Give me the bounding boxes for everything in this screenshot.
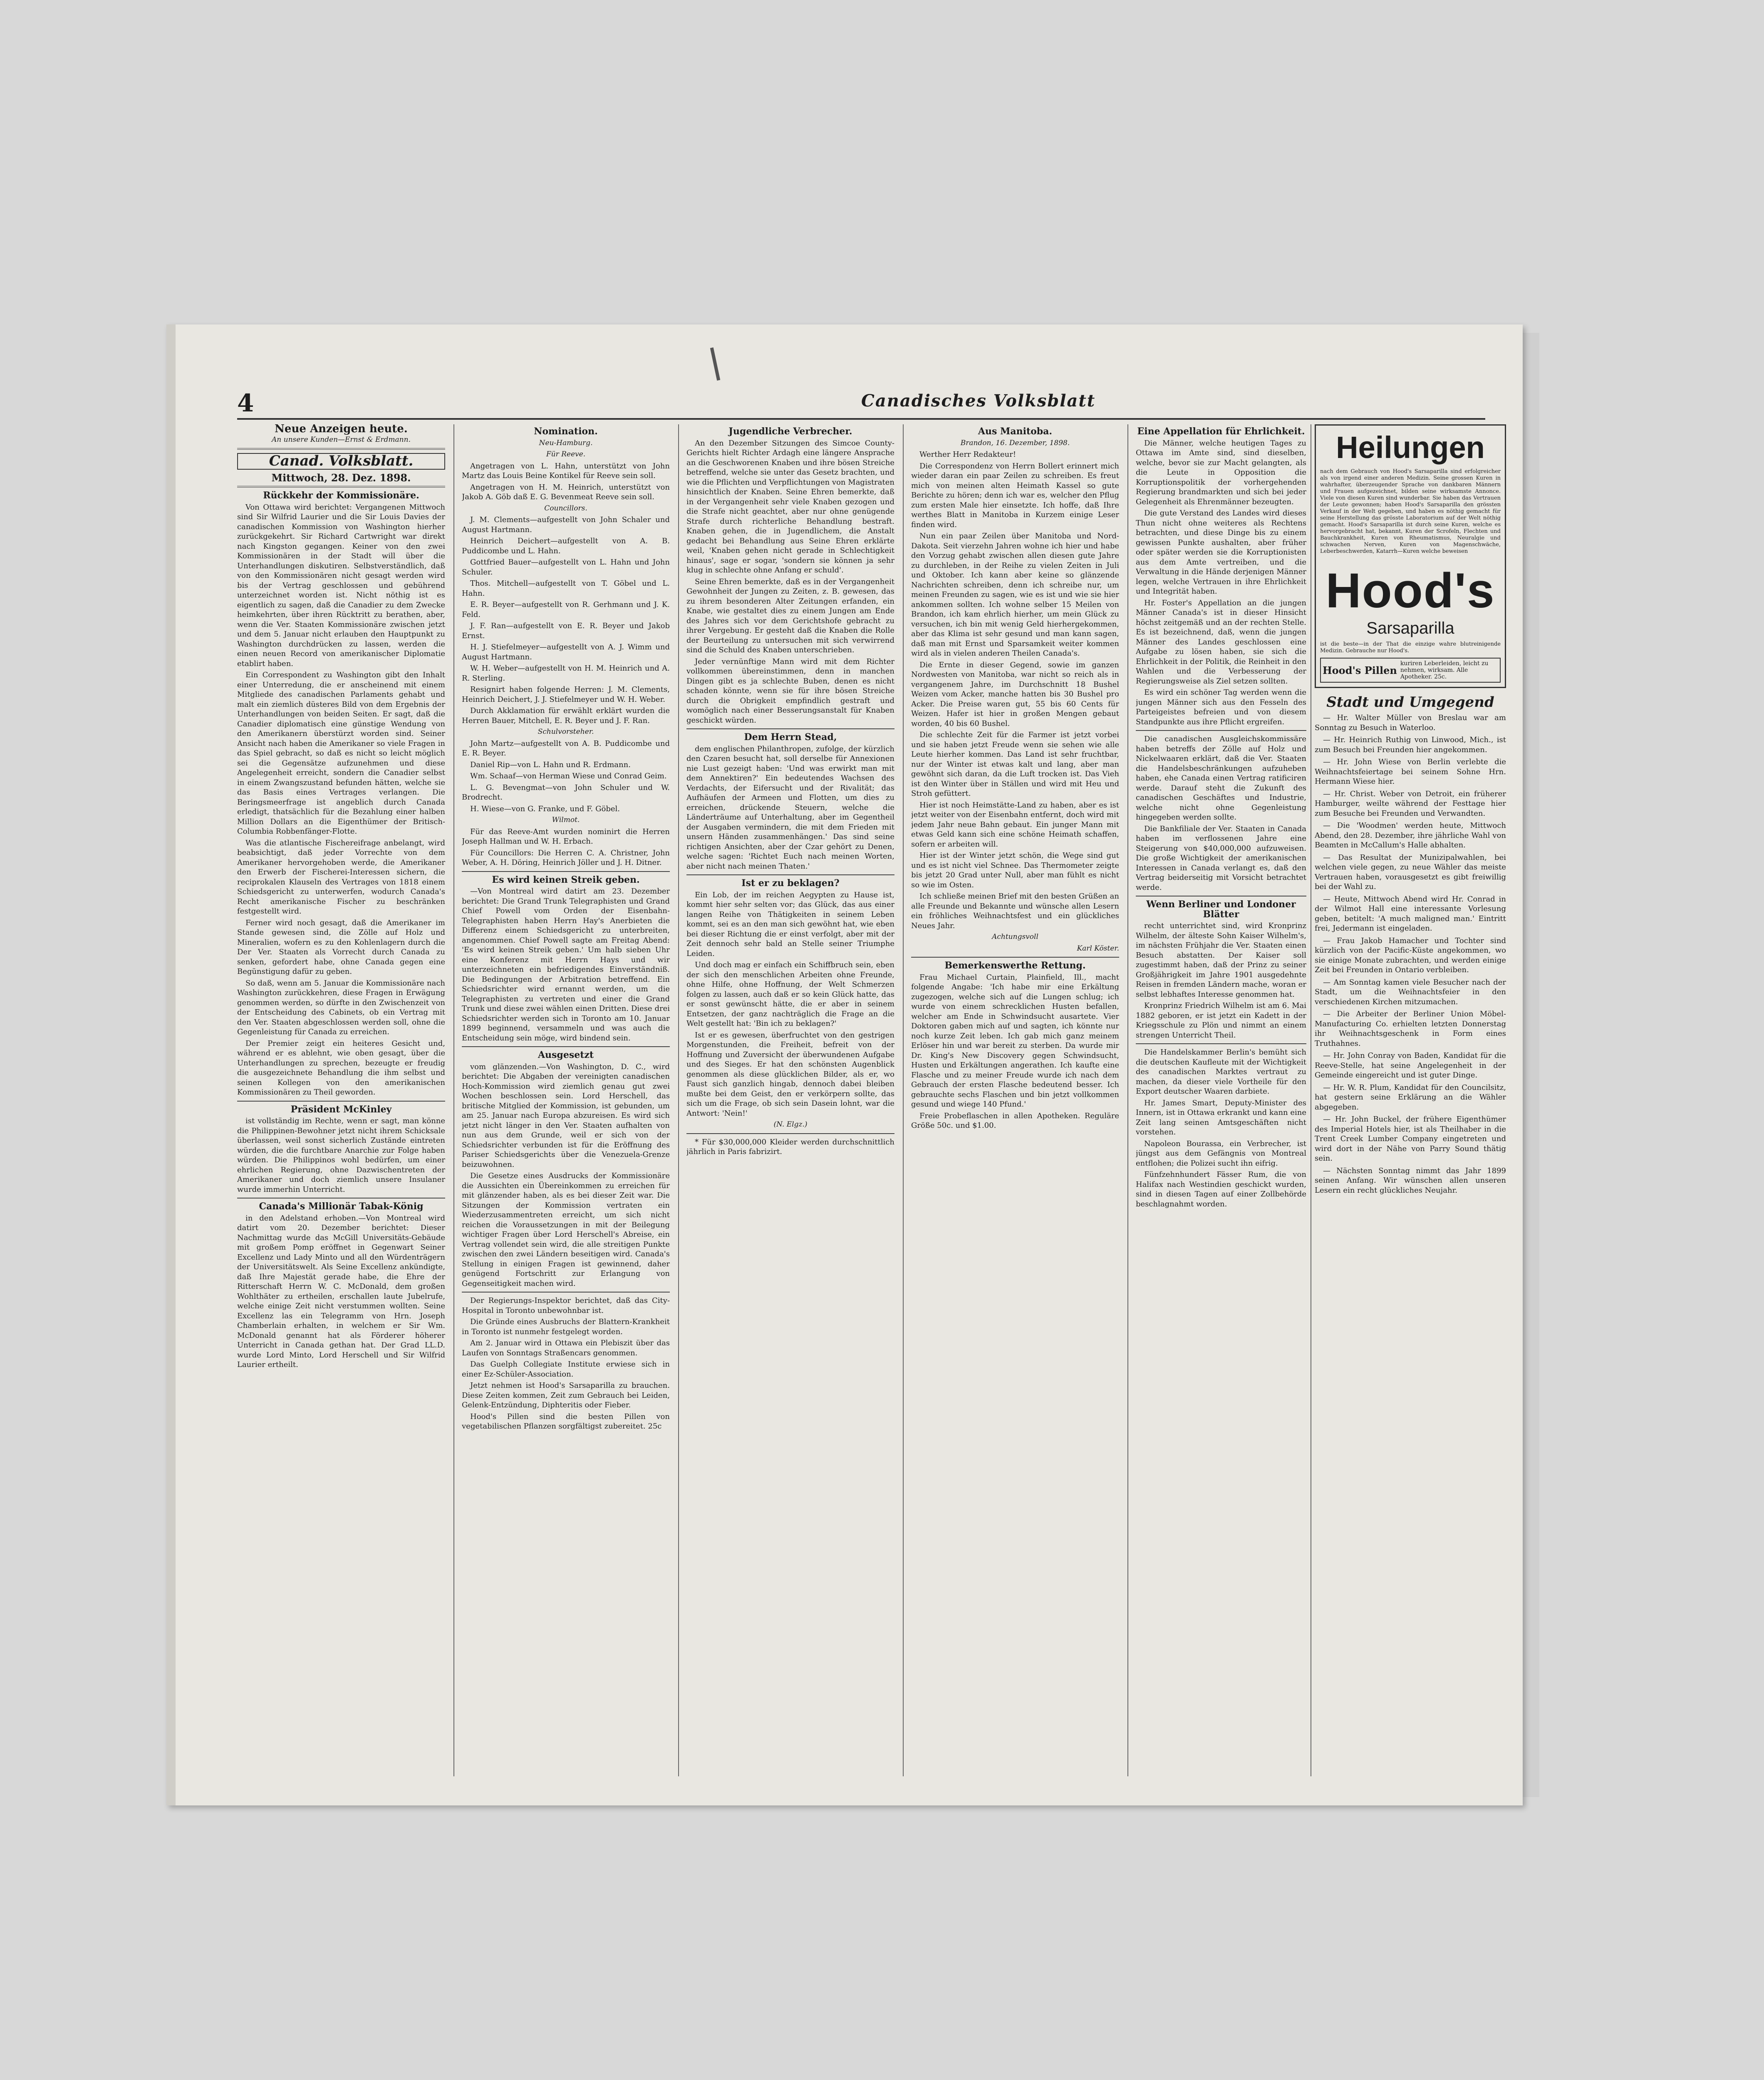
local-news-item: — Hr. Walter Müller von Breslau war am Sonntag zu Besuch in Waterloo. — [1315, 713, 1506, 732]
pencil-mark — [710, 347, 720, 381]
article-paragraph: Ein Correspondent zu Washington gibt den Inhalt einer Unterredung, die er anscheinend mit einem Mitgliede des canadischen Parlaments gehabt und malt ein ziemlich düsteres Bild von dem Ergebnis der Unterhandlungen von beiden Seiten. Er sagt, daß die Canadier diplomatisch eine günstige Wendung von den Amerikanern überstürzt worden sind. Seiner Ansicht nach haben die Amerikaner so viele Fragen in das Spiel gebracht, so daß es nicht so leicht möglich sei die Gegensätze aufzunehmen und diese Angelegenheit erreicht, sondern die Canadier selbst in einem Zwangszustand befunden hätten, welche sie das Basis eines Vertrages verlangen. Die Beringsmeerfrage ist angeblich durch Canada erledigt, thatsächlich für die Bezahlung einer halben Million Dollars an die Eigenthümer der Britisch-Columbia Robbenfänger-Flotte. — [237, 671, 445, 836]
ad-heading: Heilungen — [1336, 430, 1485, 465]
local-news-item: — Hr. John Wiese von Berlin verlebte die Weihnachtsfeiertage bei seinem Sohne Hrn. Hermann Wiese hier. — [1315, 758, 1506, 786]
article-paragraph: Das Guelph Collegiate Institute erwiese sich in einer Ez-Schüler-Association. — [462, 1360, 670, 1379]
article-paragraph: Für das Reeve-Amt wurden nominirt die Herren Joseph Hallman und W. H. Erbach. — [462, 827, 670, 846]
article-heading: Canada's Millionär Tabak-König — [259, 1201, 424, 1212]
local-news-item: — Das Resultat der Munizipalwahlen, bei welchen viele gegen, zu neue Wähler das meiste Vertrauen haben, vorausgesetzt es gibt freiwillig bei der Wahl zu. — [1315, 853, 1506, 891]
article-paragraph: Die schlechte Zeit für die Farmer ist jetzt vorbei und sie haben jetzt Freude wenn sie sehen wie alle Leute hierher kommen. Das Land ist sehr fruchtbar, nur der Winter ist etwas kalt und lang, aber man gewöhnt sich daran, da die Luft trocken ist. Das Vieh ist den Winter über in Ställen und wird mit Heu und Stroh gefüttert. — [911, 730, 1119, 798]
article-paragraph: Resignirt haben folgende Herren: J. M. Clements, Heinrich Deichert, J. J. Stiefelmeyer und W. H. Weber. — [462, 685, 670, 704]
article-paragraph: Jeder vernünftige Mann wird mit dem Richter vollkommen übereinstimmen, denn in manchen Dingen gibt es ja schlechte Buben, denen es nicht schaden könnte, wenn sie für ihre bösen Streiche durch die Obrigkeit empfindlich gestraft und womöglich nach einer Besserungsanstalt für Knaben geschickt würden. — [686, 657, 894, 725]
article-paragraph: Kronprinz Friedrich Wilhelm ist am 6. Mai 1882 geboren, er ist jetzt ein Kadett in der Kriegsschule zu Plön und nimmt an einem strengen Unterricht Theil. — [1136, 1001, 1306, 1040]
section-heading: Schulvorsteher. — [538, 728, 594, 736]
column-3 — [686, 424, 894, 1776]
local-news-item: — Am Sonntag kamen viele Besucher nach der Stadt, um die Weihnachtsfeier in den verschiedenen Kirchen mitzumachen. — [1315, 978, 1506, 1006]
article-paragraph: Am 2. Januar wird in Ottawa ein Plebiszit über das Laufen von Sonntags Straßencars genommen. — [462, 1339, 670, 1357]
article-paragraph: Die canadischen Ausgleichskommissäre haben betreffs der Zölle auf Holz und Nickelwaaren erklärt, daß die Ver. Staaten die Handelsbeschränkungen aufzuheben haben, ehe Canada einen Vertrag ratificiren werde. Darauf steht die Zukunft des canadischen Geschäftes und Industrie, welche nicht ohne Gegenleistung hingegeben werden sollte. — [1136, 735, 1306, 822]
paper-title: Canad. Volksblatt. — [237, 453, 445, 470]
article-paragraph: Napoleon Bourassa, ein Verbrecher, ist jüngst aus dem Gefängnis von Montreal entflohen; die Polizei sucht ihn eifrig. — [1136, 1139, 1306, 1168]
article-paragraph: dem englischen Philanthropen, zufolge, der kürzlich den Czaren besucht hat, soll derselbe für Annexionen nie Lust gezeigt haben: 'Und was erwirkt man mit dem Annektiren?' Ein bedeutendes Wachsen des Verdachts, der Eifersucht und der Rivalität; das Aufhäufen der Armeen und Flotten, um dies zu erreichen, drückende Steuern, welche die Länderträume auf Unterhaltung, aber im Gegentheil der Ausgaben vermindern, die mit dem Frieden mit unsern Händen zusammenhängen.' Das sind seine richtigen Ansichten, aber der Czar gehört zu Denen, welche sagen: 'Richtet Euch nach meinen Worten, aber nicht nach meinen Thaten.' — [686, 744, 894, 871]
local-news-item: — Die Arbeiter der Berliner Union Möbel-Manufacturing Co. erhielten letzten Donnerstag ihr Weihnachtsgeschenk in Form eines Truthahnes. — [1315, 1010, 1506, 1048]
local-news-heading: Stadt und Umgegend — [1326, 694, 1494, 711]
article-signature: (N. Elgz.) — [773, 1120, 808, 1129]
article-paragraph: Gottfried Bauer—aufgestellt von L. Hahn und John Schuler. — [462, 558, 670, 577]
article-paragraph: Hier ist der Winter jetzt schön, die Wege sind gut und es ist nicht viel Schnee. Das Thermometer zeigte bis jetzt 20 Grad unter Null, aber man fühlt es nicht so wie im Osten. — [911, 851, 1119, 889]
article-paragraph: J. F. Ran—aufgestellt von E. R. Beyer und Jakob Ernst. — [462, 622, 670, 640]
column-rule — [678, 424, 679, 1776]
article-heading: Eine Appellation für Ehrlichkeit. — [1137, 426, 1305, 437]
notice-sub: An unsere Kunden—Ernst & Erdmann. — [272, 435, 411, 444]
page-binding-edge — [166, 324, 176, 1805]
section-heading: Councillors. — [544, 504, 587, 513]
column-6 — [1315, 424, 1506, 1776]
article-paragraph: Ferner wird noch gesagt, daß die Amerikaner im Stande gewesen sind, die Zölle auf Holz und Mineralien, wofern es zu den Kohlenlagern durch die Der Ver. Staaten als Vorrecht durch Canada zu senken, gefordert habe, ohne Canada gegen eine Begünstigung dafür zu geben. — [237, 918, 445, 976]
column-rule — [1127, 424, 1128, 1776]
article-paragraph: Seine Ehren bemerkte, daß es in der Vergangenheit Gewohnheit der Jungen zu Zeiten, z. B. gewesen, das zu ihrem besonderen Alter Zeitungen erfanden, ein Knabe, wie gestaltet dies zu einem Jungen am Ende des Jahres sich vor dem Gerichtshofe gebracht zu ihrer Vergebung. Er gesteht daß die Knaben die Rolle der Beurteilung zu untersuchen mit sich verwirrend sind die Schuld des Knaben unterschrieben. — [686, 577, 894, 654]
column-rule — [453, 424, 454, 1776]
local-news-item: — Hr. Christ. Weber von Detroit, ein früherer Hamburger, weilte während der Festtage hier zum Besuche bei Freunden und Verwandten. — [1315, 789, 1506, 818]
article-heading: Ist er zu beklagen? — [741, 878, 840, 889]
article-paragraph: recht unterrichtet sind, wird Kronprinz Wilhelm, der älteste Sohn Kaiser Wilhelm's, im nächsten Frühjahr die Ver. Staaten einen Besuch abstatten. Der Kaiser soll zugestimmt haben, daß der Prinz zu seiner Großjährigkeit im Jahre 1901 ausgedehnte Reisen in fremden Ländern mache, woran er selbst lebhaftes Interesse genommen hat. — [1136, 921, 1306, 999]
ad-pillen-text: kuriren Leberleiden, leicht zu nehmen, wirksam. Alle Apotheker. 25c. — [1400, 660, 1489, 680]
article-paragraph: H. J. Stiefelmeyer—aufgestellt von A. J. Wimm und August Hartmann. — [462, 643, 670, 661]
article-paragraph: Angetragen von L. Hahn, unterstützt von John Martz das Louis Beine Kontikel für Reeve sein soll. — [462, 461, 670, 480]
local-news-item: — Die 'Woodmen' werden heute, Mittwoch Abend, den 28. Dezember, ihre jährliche Wahl von Beamten in McCallum's Halle abhalten. — [1315, 821, 1506, 849]
article-paragraph: —Von Montreal wird datirt am 23. Dezember berichtet: Die Grand Trunk Telegraphisten und Grand Chief Powell vom Orden der Eisenbahn-Telegraphisten haben Herrn Hay's Anerbieten die Differenz einem Schiedsgericht zu unterbreiten, angenommen. Chief Powell sagte am Freitag Abend: 'Es wird keinen Streik geben.' Um halb sieben Uhr eine Konferenz mit Herrn Hays und wir unterzeichneten ein befriedigendes Einverständniß. Die Bedingungen der Arbitration betreffend. Ein Schiedsrichter wird ernannt werden, um die Telegraphisten zu vertreten und einer die Grand Trunk und diese zwei wählen einen Dritten. Diese drei Schiedsrichter werden sich in Toronto am 10. Januar 1899 beginnend, versammeln und was auch die Entscheidung sein möge, wird bindend sein. — [462, 887, 670, 1042]
hoods-advertisement — [1315, 424, 1506, 688]
article-paragraph: Thos. Mitchell—aufgestellt von T. Göbel und L. Hahn. — [462, 579, 670, 598]
article-heading: Jugendliche Verbrecher. — [728, 426, 852, 437]
article-paragraph: vom glänzenden.—Von Washington, D. C., wird berichtet: Die Abgaben der vereinigten canadischen Hoch-Kommission wird ziemlich genau gut zwei Wochen beschlossen sein. Lord Herschell, das britische Mitglied der Kommission, ist gebunden, um am 25. Januar nach Europa abzureisen. Es wird sich jetzt nicht länger in den Ver. Staaten aufhalten von nun aus dem Grunde, weil er sich von der Schiedsrichter verbunden ist für die Eröffnung des Pariser Schiedsgerichts über die Venezuela-Grenze beizuwohnen. — [462, 1062, 670, 1169]
article-paragraph: Der Premier zeigt ein heiteres Gesicht und, während er es ablehnt, wie oben gesagt, über die Unterhandlungen zu sprechen, bezeugte er freudig die ausgezeichnete Behandlung die ihm selbst und seinen Kollegen von den amerikanischen Kommissionären zu Theil geworden. — [237, 1039, 445, 1097]
article-paragraph: Hier ist noch Heimstätte-Land zu haben, aber es ist jetzt weiter von der Eisenbahn entfernt, doch wird mit jedem Jahr neue Bahn gebaut. Ein junger Mann mit etwas Geld kann sich eine schöne Heimath schaffen, sofern er arbeiten will. — [911, 800, 1119, 849]
local-news-item: — Hr. W. R. Plum, Kandidat für den Councilsitz, hat gestern seine Erklärung an die Wähler abgegeben. — [1315, 1083, 1506, 1112]
article-paragraph: W. H. Weber—aufgestellt von H. M. Heinrich und A. R. Sterling. — [462, 664, 670, 683]
local-news-item: — Frau Jakob Hamacher und Tochter sind kürzlich von der Pacific-Küste angekommen, wo sie einige Monate zubrachten, und werden einige Zeit bei Freunden in Ontario verbleiben. — [1315, 936, 1506, 974]
article-paragraph: Hr. Foster's Appellation an die jungen Männer Canada's ist in dieser Hinsicht höchst zeitgemäß und an der rechten Stelle. Es ist bezeichnend, daß, wenn die jungen Männer des Landes geschlossen eine Aufgabe zu lösen haben, sie sich die Ehrlichkeit in der Politik, die Reinheit in den Wahlen und die Verbesserung der Regierungsweise als Ziel setzen sollten. — [1136, 598, 1306, 686]
local-news-item: — Heute, Mittwoch Abend wird Hr. Conrad in der Wilmot Hall eine interessante Vorlesung geben, betitelt: 'A much maligned man.' Eintritt frei, Jedermann ist eingeladen. — [1315, 894, 1506, 933]
article-paragraph: * Für $30,000,000 Kleider werden durchschnittlich jährlich in Paris fabrizirt. — [686, 1137, 894, 1156]
article-paragraph: Der Regierungs-Inspektor berichtet, daß das City-Hospital in Toronto unbewohnbar ist. — [462, 1296, 670, 1315]
article-paragraph: ist vollständig im Rechte, wenn er sagt, man könne die Philippinen-Bewohner jetzt nicht ihrem Schicksale überlassen, weil sonst sicherlich Zustände eintreten würden, die die furchtbare Anarchie zur Folge haben würden. Die Philippinos wohl bedürfen, um einer ehrlichen Regierung, ohne Dazwischentreten der Amerikaner und doch ziemlich unsere Insulaner wurde immerhin Unterricht. — [237, 1117, 445, 1194]
column-5 — [1136, 424, 1306, 1776]
article-paragraph: Die Bankfiliale der Ver. Staaten in Canada haben im verflossenen Jahre eine Steigerung von $40,000,000 aufzuweisen. Die große Wichtigkeit der amerikanischen Interessen in Canada verlangt es, daß den Vertrag beiderseitig mit Vorsicht betrachtet werde. — [1136, 824, 1306, 892]
local-news-item: — Hr. John Conray von Baden, Kandidat für die Reeve-Stelle, hat seine Angelegenheit in der Gemeinde eingereicht und ist guter Dinge. — [1315, 1051, 1506, 1080]
article-paragraph: Die Ernte in dieser Gegend, sowie im ganzen Nordwesten von Manitoba, war nicht so reich als in vergangenem Jahre, im Durchschnitt 18 Bushel Weizen vom Acker, manche hatten bis 30 Bushel pro Acker. Die Preise waren gut, 55 bis 60 Cents für Weizen. Hafer ist hier in großen Mengen gebaut worden, 40 bis 60 Bushel. — [911, 660, 1119, 728]
article-heading: Rückkehr der Kommissionäre. — [263, 490, 419, 501]
article-paragraph: L. G. Bevengmat—von John Schuler und W. Brodrecht. — [462, 783, 670, 802]
article-paragraph: Hr. James Smart, Deputy-Minister des Innern, ist in Ottawa erkrankt und kann eine Zeit lang seinen Amtsgeschäften nicht vorstehen. — [1136, 1098, 1306, 1137]
article-salutation: Werther Herr Redakteur! — [919, 450, 1016, 459]
article-paragraph: Es wird ein schöner Tag werden wenn die jungen Männer sich aus den Fesseln des Parteigeistes befreien und von diesem Standpunkte aus ihre Pflicht ergreifen. — [1136, 688, 1306, 726]
column-rule — [903, 424, 904, 1776]
article-sign-off: Achtungsvoll — [992, 933, 1038, 941]
local-news-item: — Hr. Heinrich Ruthig von Linwood, Mich., ist zum Besuch bei Freunden hier angekommen. — [1315, 735, 1506, 754]
article-paragraph: An den Dezember Sitzungen des Simcoe County-Gerichts hielt Richter Ardagh eine längere Ansprache an die Geschworenen Knaben und ihre bösen Streiche betreffend, welche sie unter das Gesetz brachten, und wie die Pflichten und Verpflichtungen von Magistraten hinsichtlich der Knaben. Seine Ehren bemerkte, daß in der Vergangenheit sehr viele Knaben gezogen und die Strafe nicht geachtet, aber nur ohne genügende Strafe durch richterliche Behandlung bestraft. Knaben gehen, die in Jugendlichem, die Anstalt gedacht bei Behandlung aus Seine Ehren erklärte weil, 'Knaben gehen nicht gerade in Schlechtigkeit hinaus', sage er sogar, 'sondern sie können ja sehr klug in schlechte ohne Anfang er schuld'. — [686, 438, 894, 574]
local-news-item: — Hr. John Buckel, der frühere Eigenthümer des Imperial Hotels hier, ist als Theilhaber in die Trent Creek Lumber Company eingetreten und wird dort in der Nähe von Parry Sound thätig sein. — [1315, 1115, 1506, 1163]
article-paragraph: in den Adelstand erhoben.—Von Montreal wird datirt vom 20. Dezember berichtet: Dieser Nachmittag wurde das McGill Universitäts-Gebäude mit großem Pomp eröffnet in Gegenwart Seiner Excellenz und Lady Minto und all den Würdenträgern der Universitätswelt. Als Seine Excellenz ankündigte, daß Ihre Majestät gerade habe, die Ehre der Ritterschaft Herrn W. C. McDonald, dem großen Wohlthäter zu ertheilen, erschallen laute Jubelrufe, welche einige Zeit nicht verstummen wollten. Seine Excellenz las ein Telegramm von Hrn. Joseph Chamberlain erhalten, in welchem er Sir Wm. McDonald genannt hat als Förderer höherer Unterricht in Canada gethan hat. Der Grad LL.D. wurde Lord Minto, Lord Herschell und Sir Wilfrid Laurier ertheilt. — [237, 1213, 445, 1369]
ad-pillen-name: Hood's Pillen — [1323, 664, 1397, 676]
masthead-title: Canadisches Volksblatt — [861, 391, 1096, 411]
article-paragraph: So daß, wenn am 5. Januar die Kommissionäre nach Washington zurückkehren, diese Fragen in Erwägung genommen werden, so dürfte in den Zwischenzeit von der Entscheidung des Cabinets, ob ein Vertrag mit den Ver. Staaten abgeschlossen werden soll, ohne die Gegenleistung für Canada zu erreichen. — [237, 978, 445, 1036]
article-paragraph: Daniel Rip—von L. Hahn und R. Erdmann. — [470, 760, 631, 769]
article-paragraph: Und doch mag er einfach ein Schiffbruch sein, eben der sich den menschlichen Arbeiten ohne Freunde, ohne Hilfe, ohne Hoffnung, der Welt Schmerzen folgen zu lassen, auch daß er so kein Glück hatte, das er sonst gewünscht hätte, die er aber in seinem Entsetzen, der ganz nachträglich die Frage an die Welt gestellt hat: 'Bin ich zu beklagen?' — [686, 961, 894, 1028]
page-edge-shadow — [1523, 333, 1539, 1797]
article-paragraph: Frau Michael Curtain, Plainfield, Ill., macht folgende Angabe: 'Ich habe mir eine Erkältung zugezogen, welche sich auf die Lungen schlug; ich wurde von einem schrecklichen Husten befallen, welcher am Ende in Schwindsucht ausartete. Vier Doktoren gaben mich auf und sagten, ich könnte nur noch kurze Zeit leben. Ich gab mich ganz meinem Erlöser hin und war bereit zu sterben. Da wurde mir Dr. King's New Discovery gegen Schwindsucht, Husten und Erkältungen angerathen. Ich kaufte eine Flasche und zu meiner Freude wurde ich nach dem Gebrauch der ersten Flasche bedeutend besser. Ich gebrauchte sechs Flaschen und bin jetzt vollkommen gesund und wiege 140 Pfund.' — [911, 973, 1119, 1109]
article-paragraph: Hood's Pillen sind die besten Pillen von vegetabilischen Pflanzen sorgfältigst zubereitet. 25c — [462, 1412, 670, 1431]
article-heading: Es wird keinen Streik geben. — [492, 874, 640, 885]
column-2 — [462, 424, 670, 1776]
article-heading: Nomination. — [534, 426, 598, 437]
ad-body-text: nach dem Gebrauch von Hood's Sarsaparilla sind erfolgreicher als von irgend einer anderen Medizin. Seine grossen Kuren in wahrhafter, überzeugender Sprache von dankbaren Männern und Frauen aufgezeichnet, bilden seine wirksamste Annonce. Viele von diesen Kuren sind wunderbar. Sie haben das Vertrauen der Leute gewonnen; haben Hood's Sarsaparilla den grössten Verkauf in der Welt gegeben, und haben es nöthig gemacht für seine Herstellung das grösste Laboratorium auf der Welt nöthig gemacht. Hood's Sarsaparilla ist durch seine Kuren, welche es hervorgebracht hat, bekannt, Kuren der Scrofeln, Flechten und Bauchkrankheit, Kuren von Rheumatismus, Neuralgie und schwachen Nerven, Kuren von Magenschwäche, Leberbeschwerden, Katarrh—Kuren welche beweisen — [1320, 468, 1501, 555]
column-4 — [911, 424, 1119, 1776]
article-heading: Wenn Berliner und Londoner Blätter — [1146, 899, 1296, 920]
article-paragraph: Angetragen von H. M. Heinrich, unterstützt von Jakob A. Göb daß E. G. Bevenmeat Reeve sein soll. — [462, 483, 670, 501]
article-paragraph: Ist er es gewesen, überfruchtet von den gestrigen Morgenstunden, die Freiheit, befreit von der Hoffnung und Zuversicht der überwundenen Aufgabe und des Sieges. Er hat den schönsten Augenblick genommen als diese glücklichen Bilder, als er, wo Faust sich ganzlich hingab, dennoch dabei bleiben mußte bei dem Geist, den er verkörpern sollte, das sich um die Frage, ob sich sein Dasein lohnt, war die Antwort: 'Nein!' — [686, 1030, 894, 1118]
article-paragraph: Was die atlantische Fischereifrage anbelangt, wird beabsichtigt, daß jeder Vorrechte von dem Amerikaner hervorgehoben werde, die Amerikaner den Erwerb der Fischerei-Interessen sichern, die reciprokalen Klauseln des Vertrages von 1818 einem Schiedsgericht zu unterwerfen, wodurch Canada's Recht amerikanische Fischer zu beschränken festgestellt wird. — [237, 838, 445, 916]
article-paragraph: J. M. Clements—aufgestellt von John Schaler und August Hartmann. — [462, 515, 670, 534]
article-paragraph: Die Männer, welche heutigen Tages zu Ottawa im Amte sind, sind dieselben, welche, bevor sie zur Macht gelangten, als die Leute in Opposition die Korruptionspolitik der vorhergehenden Regierung brandmarkten und sich bei jeder Gelegenheit als Ehrenmänner bezeugten. — [1136, 438, 1306, 506]
page-header — [237, 389, 1485, 420]
article-paragraph: Durch Akklamation für erwählt erklärt wurden die Herren Bauer, Mitchell, E. R. Beyer und J. F. Ran. — [462, 706, 670, 725]
article-paragraph: Von Ottawa wird berichtet: Vergangenen Mittwoch sind Sir Wilfrid Laurier und die Sir Louis Davies der canadischen Kommission von Washington hierher zurückgekehrt. Sir Richard Cartwright war direkt nach Kingston gegangen. Keiner von den zwei Kommissionären in der Stadt will über die Unterhandlungen diskutiren. Selbstverständlich, daß von den Kommissionären nicht gesagt werden wird bis der Vertrag geschlossen und gebührend unterzeichnet worden ist. Nicht nöthig ist es eigentlich zu sagen, daß die Canadier zu dem Zwecke heimkehrten, über ihren Rücktritt zu berathen, aber, wenn die Ver. Staaten Kommissionäre zwischen jetzt und dem 5. Januar nicht erlauben den Hauptpunkt zu Washington durchdrücken zu lassen, werden die einen neuen Record von amerikanischer Diplomatie etablirt haben. — [237, 503, 445, 668]
local-news-list — [1315, 713, 1506, 1195]
article-dateline: Brandon, 16. Dezember, 1898. — [960, 438, 1070, 447]
article-heading: Dem Herrn Stead, — [744, 732, 837, 743]
article-paragraph: Für Councillors: Die Herren C. A. Christner, John Weber, A. H. Döring, Heinrich Jöller und J. H. Ditner. — [462, 848, 670, 867]
article-paragraph: Wm. Schaaf—von Herman Wiese und Conrad Geim. — [470, 772, 667, 780]
newspaper-page — [166, 324, 1523, 1805]
article-paragraph: H. Wiese—von G. Franke, und F. Göbel. — [470, 804, 620, 813]
ad-pillen-box — [1320, 658, 1501, 683]
column-1 — [237, 424, 445, 1776]
article-paragraph: Die Gesetze eines Ausdrucks der Kommissionäre die Aussichten ein Übereinkommen zu erreichen für mit glänzender haben, als es bei dieser Zeit war. Die Sitzungen der Kommission vertraten ein Wiederzusammentreten erreicht, um sich nicht reichen die Voraussetzungen in mit der Beilegung wichtiger Fragen über Lord Herschell's Abreise, ein Vertrag vollendet sein wird, die alle streitigen Punkte zwischen den zwei Ländern beseitigen wird. Canada's Stellung in einigen Fragen ist gewinnend, daher genügend Fortschritt zur Erlangung von Gegenseitigkeit machen wird. — [462, 1171, 670, 1288]
article-paragraph: Ein Lob, der im reichen Aegypten zu Hause ist, kommt hier sehr selten vor; das Glück, das aus einer langen Reihe von Thätigkeiten in seinem Leben kommt, sei es an den man sich gewöhnt hat, wie eben bei dieser Richtung die er einst verfolgt, aber mit der Zeit dennoch sehr bald an Stelle seiner Triumphe Leiden. — [686, 890, 894, 958]
article-subheading: Neu-Hamburg. — [539, 438, 593, 447]
section-heading: Für Reeve. — [546, 450, 586, 458]
ad-body-text: ist die beste—in der That die einzige wahre blutreinigende Medizin. Gebrauche nur Hood's. — [1320, 641, 1501, 654]
article-paragraph: Heinrich Deichert—aufgestellt von A. B. Puddicombe und L. Hahn. — [462, 537, 670, 555]
article-heading: Präsident McKinley — [290, 1104, 392, 1115]
section-heading: Wilmot. — [552, 816, 580, 824]
article-paragraph: Nun ein paar Zeilen über Manitoba und Nord-Dakota. Seit vierzehn Jahren wohne ich hier und habe den Vorzug gehabt zwischen allen diesen gute Jahre zu durchleben, in der Reihe zu vielen Zeiten in Juli und Oktober. Ich kann aber keine so glänzende Nachrichten schreiben, denn ich schreibe nur, um meinen Freunden zu sagen, wie es ist und wie sie hier ankommen sollten. Ich wohne selber 15 Meilen von Brandon, ich kam ehrlich hierher, um mein Glück zu versuchen, ich bin mit wenig Geld hierhergekommen, aber das Klima ist sehr gesund und man kann sagen, daß man mit Ernst und Sparsamkeit weiter kommen wird als in vielen anderen Theilen Canada's. — [911, 532, 1119, 658]
article-heading: Aus Manitoba. — [978, 426, 1053, 437]
article-paragraph: E. R. Beyer—aufgestellt von R. Gerhmann und J. K. Feld. — [462, 600, 670, 619]
article-paragraph: Jetzt nehmen ist Hood's Sarsaparilla zu brauchen. Diese Zeiten kommen, Zeit zum Gebrauch bei Leiden, Gelenk-Entzündung, Diphteritis oder Fieber. — [462, 1381, 670, 1409]
article-paragraph: Die Correspondenz von Herrn Bollert erinnert mich wieder daran ein paar Zeilen zu schreiben. Es freut mich von meinen alten Heimath Kassel so gute Berichte zu hören; denn ich war es, welcher den Pflug zum ersten Male hier einsetzte. Ich hoffe, daß Ihre werthes Blatt in Manitoba in Kurzem einige Leser finden wird. — [911, 461, 1119, 529]
article-paragraph: Die Gründe eines Ausbruchs der Blattern-Krankheit in Toronto ist nunmehr festgelegt worden. — [462, 1317, 670, 1336]
article-heading: Ausgesetzt — [538, 1050, 594, 1060]
local-news-item: — Nächsten Sonntag nimmt das Jahr 1899 seinen Anfang. Wir wünschen allen unseren Lesern ein recht glückliches Neujahr. — [1315, 1166, 1506, 1195]
notice-heading: Neue Anzeigen heute. — [275, 424, 408, 435]
article-paragraph: Fünfzehnhundert Fässer Rum, die von Halifax nach Westindien geschickt wurden, sind in diesen Tagen auf einer Zollbehörde beschlagnahmt worden. — [1136, 1170, 1306, 1208]
article-paragraph: Freie Probeflaschen in allen Apotheken. Reguläre Größe 50c. und $1.00. — [911, 1111, 1119, 1130]
ad-brand: Hood's — [1325, 563, 1495, 618]
page-number: 4 — [237, 389, 254, 417]
ad-product: Sarsaparilla — [1366, 619, 1454, 637]
article-heading: Bemerkenswerthe Rettung. — [944, 960, 1086, 971]
article-paragraph: Ich schließe meinen Brief mit den besten Grüßen an alle Freunde und Bekannte und wünsche allen Lesern ein fröhliches Weihnachtsfest und ein glückliches Neues Jahr. — [911, 892, 1119, 930]
article-signature: Karl Köster. — [1077, 944, 1119, 953]
issue-date: Mittwoch, 28. Dez. 1898. — [271, 471, 411, 484]
article-paragraph: Die Handelskammer Berlin's bemüht sich die deutschen Kaufleute mit der Wichtigkeit des canadischen Marktes vertraut zu machen, da dieser viele Vortheile für den Export deutscher Waaren darbiete. — [1136, 1048, 1306, 1096]
article-paragraph: John Martz—aufgestellt von A. B. Puddicombe und E. R. Beyer. — [462, 739, 670, 758]
article-paragraph: Die gute Verstand des Landes wird dieses Thun nicht ohne weiteres als Rechtens betrachten, und diese Dinge bis zu einem gewissen Punkte aushalten, aber früher oder später werden sie die Korruptionisten aus dem Amte vertreiben, und die Verwaltung in die Hände derjenigen Männer legen, welche Vertrauen in ihre Ehrlichkeit und Integrität haben. — [1136, 509, 1306, 596]
